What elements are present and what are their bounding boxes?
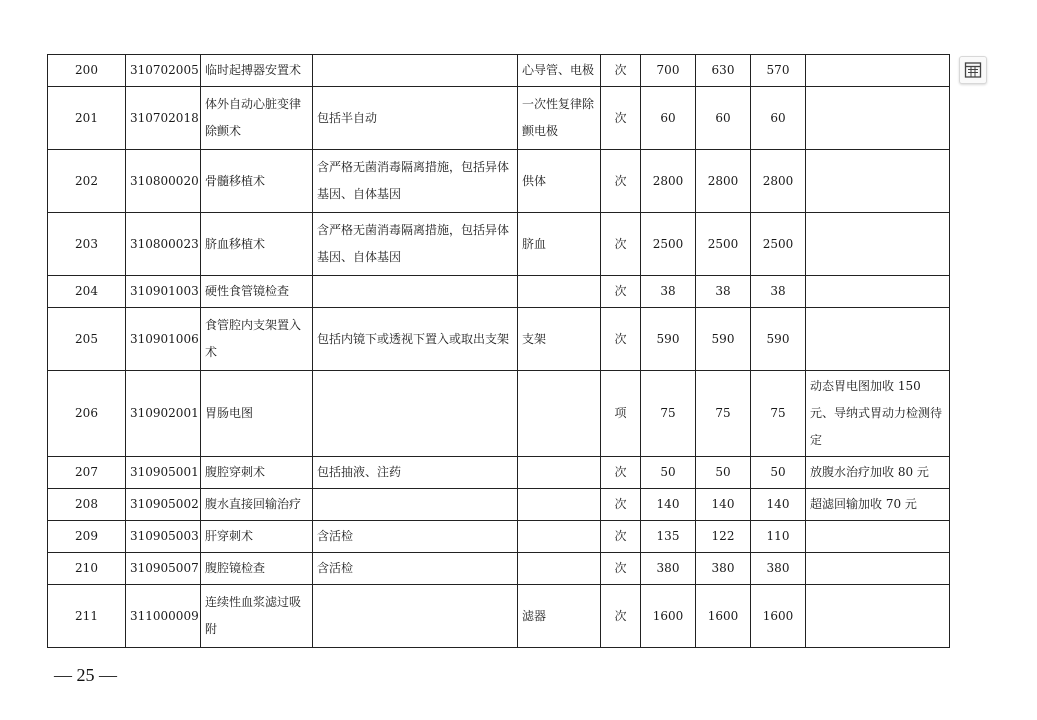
cell-price-tier-1: 380 xyxy=(641,553,696,585)
cell-price-tier-1: 140 xyxy=(641,489,696,521)
cell-excluded-items: 滤器 xyxy=(518,585,601,648)
cell-item-name: 连续性血浆滤过吸附 xyxy=(201,585,313,648)
cell-remarks xyxy=(806,521,950,553)
cell-price-tier-1: 2500 xyxy=(641,213,696,276)
cell-price-tier-1: 700 xyxy=(641,55,696,87)
cell-price-tier-3: 570 xyxy=(751,55,806,87)
cell-row-index: 203 xyxy=(48,213,126,276)
cell-price-tier-1: 60 xyxy=(641,87,696,150)
cell-price-tier-3: 140 xyxy=(751,489,806,521)
cell-excluded-items: 脐血 xyxy=(518,213,601,276)
cell-unit: 次 xyxy=(601,276,641,308)
cell-price-tier-1: 590 xyxy=(641,308,696,371)
cell-unit: 项 xyxy=(601,371,641,457)
cell-row-index: 206 xyxy=(48,371,126,457)
cell-item-name: 肝穿刺术 xyxy=(201,521,313,553)
cell-item-content xyxy=(313,55,518,87)
table-row xyxy=(48,87,950,150)
cell-price-tier-2: 50 xyxy=(696,457,751,489)
cell-item-code: 311000009 xyxy=(126,585,201,648)
cell-price-tier-2: 380 xyxy=(696,553,751,585)
table-row xyxy=(48,489,950,521)
cell-price-tier-2: 2800 xyxy=(696,150,751,213)
cell-excluded-items xyxy=(518,553,601,585)
cell-item-name: 食管腔内支架置入术 xyxy=(201,308,313,371)
cell-item-code: 310702005 xyxy=(126,55,201,87)
cell-price-tier-3: 2500 xyxy=(751,213,806,276)
cell-item-content: 包括半自动 xyxy=(313,87,518,150)
cell-remarks: 动态胃电图加收 150 元、导纳式胃动力检测待定 xyxy=(806,371,950,457)
cell-price-tier-1: 38 xyxy=(641,276,696,308)
cell-price-tier-2: 590 xyxy=(696,308,751,371)
cell-row-index: 204 xyxy=(48,276,126,308)
cell-row-index: 210 xyxy=(48,553,126,585)
cell-item-content: 含严格无菌消毒隔离措施，包括异体基因、自体基因 xyxy=(313,150,518,213)
table-view-button[interactable] xyxy=(959,56,987,84)
cell-price-tier-3: 1600 xyxy=(751,585,806,648)
price-table xyxy=(47,54,950,648)
table-row xyxy=(48,371,950,457)
cell-unit: 次 xyxy=(601,489,641,521)
cell-excluded-items xyxy=(518,489,601,521)
cell-row-index: 202 xyxy=(48,150,126,213)
cell-price-tier-1: 1600 xyxy=(641,585,696,648)
cell-item-name: 硬性食管镜检查 xyxy=(201,276,313,308)
cell-row-index: 208 xyxy=(48,489,126,521)
cell-item-name: 脐血移植术 xyxy=(201,213,313,276)
grid-table-icon xyxy=(964,61,982,79)
cell-price-tier-3: 60 xyxy=(751,87,806,150)
table-row xyxy=(48,308,950,371)
cell-row-index: 201 xyxy=(48,87,126,150)
cell-item-content: 包括抽液、注药 xyxy=(313,457,518,489)
cell-item-content: 含活检 xyxy=(313,553,518,585)
cell-row-index: 207 xyxy=(48,457,126,489)
cell-item-code: 310905003 xyxy=(126,521,201,553)
cell-price-tier-3: 75 xyxy=(751,371,806,457)
cell-item-code: 310902001 xyxy=(126,371,201,457)
table-row xyxy=(48,521,950,553)
cell-unit: 次 xyxy=(601,457,641,489)
page-number: — 25 — xyxy=(54,665,117,685)
cell-price-tier-3: 380 xyxy=(751,553,806,585)
cell-item-name: 骨髓移植术 xyxy=(201,150,313,213)
cell-item-content xyxy=(313,489,518,521)
cell-excluded-items: 供体 xyxy=(518,150,601,213)
cell-price-tier-2: 122 xyxy=(696,521,751,553)
cell-item-code: 310702018 xyxy=(126,87,201,150)
cell-price-tier-2: 60 xyxy=(696,87,751,150)
cell-unit: 次 xyxy=(601,150,641,213)
cell-remarks xyxy=(806,150,950,213)
cell-row-index: 205 xyxy=(48,308,126,371)
cell-price-tier-2: 630 xyxy=(696,55,751,87)
cell-excluded-items xyxy=(518,521,601,553)
cell-remarks xyxy=(806,553,950,585)
cell-price-tier-2: 1600 xyxy=(696,585,751,648)
table-row xyxy=(48,55,950,87)
cell-item-content xyxy=(313,276,518,308)
cell-price-tier-2: 2500 xyxy=(696,213,751,276)
cell-row-index: 200 xyxy=(48,55,126,87)
cell-remarks xyxy=(806,87,950,150)
cell-price-tier-2: 140 xyxy=(696,489,751,521)
cell-remarks xyxy=(806,308,950,371)
cell-price-tier-3: 2800 xyxy=(751,150,806,213)
cell-item-code: 310901003 xyxy=(126,276,201,308)
cell-item-name: 临时起搏器安置术 xyxy=(201,55,313,87)
table-row xyxy=(48,553,950,585)
cell-item-name: 体外自动心脏变律除颤术 xyxy=(201,87,313,150)
cell-remarks xyxy=(806,55,950,87)
cell-price-tier-2: 75 xyxy=(696,371,751,457)
cell-item-code: 310905002 xyxy=(126,489,201,521)
cell-item-content xyxy=(313,371,518,457)
cell-unit: 次 xyxy=(601,553,641,585)
cell-item-name: 腹腔穿刺术 xyxy=(201,457,313,489)
table-row xyxy=(48,585,950,648)
cell-item-content xyxy=(313,585,518,648)
cell-item-code: 310905001 xyxy=(126,457,201,489)
cell-price-tier-3: 50 xyxy=(751,457,806,489)
cell-remarks: 超滤回输加收 70 元 xyxy=(806,489,950,521)
table-row xyxy=(48,457,950,489)
cell-excluded-items xyxy=(518,276,601,308)
cell-price-tier-1: 2800 xyxy=(641,150,696,213)
cell-unit: 次 xyxy=(601,521,641,553)
cell-price-tier-3: 38 xyxy=(751,276,806,308)
cell-item-content: 含严格无菌消毒隔离措施，包括异体基因、自体基因 xyxy=(313,213,518,276)
cell-remarks xyxy=(806,276,950,308)
cell-price-tier-3: 590 xyxy=(751,308,806,371)
cell-excluded-items: 支架 xyxy=(518,308,601,371)
cell-excluded-items: 一次性复律除颤电极 xyxy=(518,87,601,150)
cell-price-tier-1: 50 xyxy=(641,457,696,489)
cell-item-name: 胃肠电图 xyxy=(201,371,313,457)
cell-remarks: 放腹水治疗加收 80 元 xyxy=(806,457,950,489)
cell-row-index: 209 xyxy=(48,521,126,553)
cell-unit: 次 xyxy=(601,308,641,371)
cell-item-code: 310901006 xyxy=(126,308,201,371)
cell-excluded-items: 心导管、电极 xyxy=(518,55,601,87)
table-row xyxy=(48,276,950,308)
cell-row-index: 211 xyxy=(48,585,126,648)
cell-price-tier-1: 75 xyxy=(641,371,696,457)
cell-item-code: 310905007 xyxy=(126,553,201,585)
cell-item-name: 腹水直接回输治疗 xyxy=(201,489,313,521)
cell-item-content: 包括内镜下或透视下置入或取出支架 xyxy=(313,308,518,371)
cell-item-code: 310800020 xyxy=(126,150,201,213)
cell-excluded-items xyxy=(518,457,601,489)
table-row xyxy=(48,150,950,213)
cell-remarks xyxy=(806,213,950,276)
cell-unit: 次 xyxy=(601,55,641,87)
cell-item-content: 含活检 xyxy=(313,521,518,553)
cell-remarks xyxy=(806,585,950,648)
cell-unit: 次 xyxy=(601,213,641,276)
cell-excluded-items xyxy=(518,371,601,457)
table-row xyxy=(48,213,950,276)
cell-item-code: 310800023 xyxy=(126,213,201,276)
cell-unit: 次 xyxy=(601,87,641,150)
cell-price-tier-1: 135 xyxy=(641,521,696,553)
cell-item-name: 腹腔镜检查 xyxy=(201,553,313,585)
cell-unit: 次 xyxy=(601,585,641,648)
cell-price-tier-3: 110 xyxy=(751,521,806,553)
cell-price-tier-2: 38 xyxy=(696,276,751,308)
